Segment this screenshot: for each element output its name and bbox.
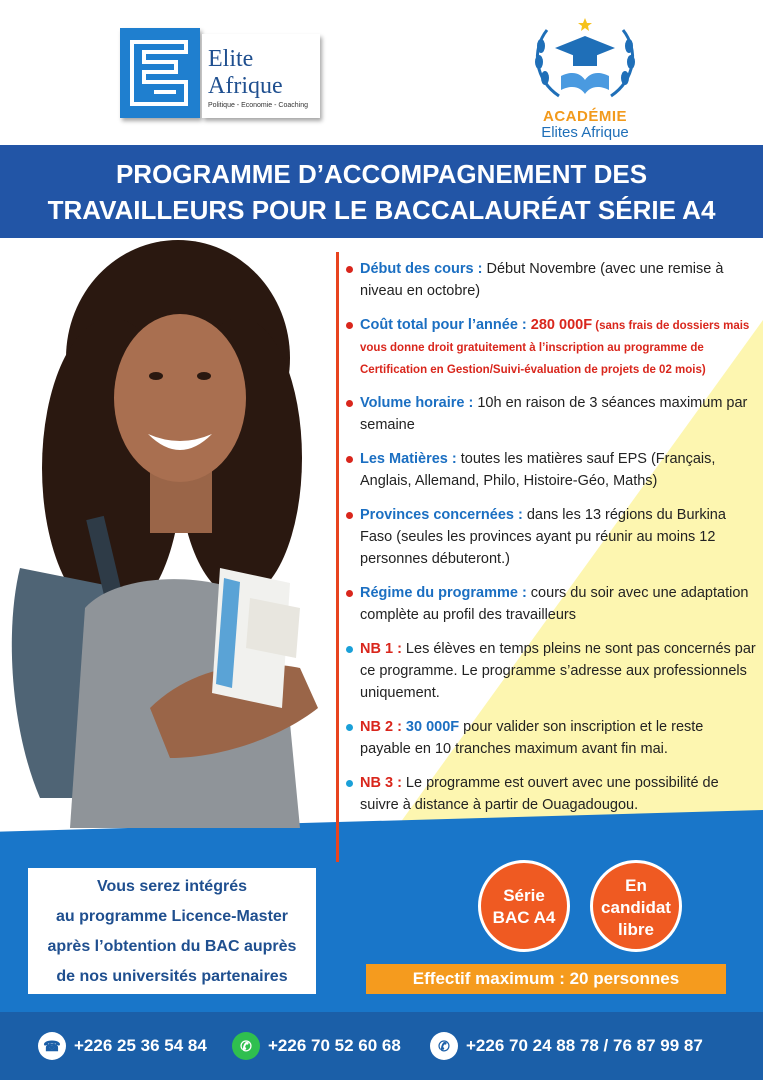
whatsapp-icon: ✆ [232,1032,260,1060]
program-info-list [346,258,758,828]
elites-afrique-label: Elites Afrique [541,124,629,141]
integration-line-4: de nos universités partenaires [56,968,288,985]
integration-box [28,868,316,994]
serie-badge: Série BAC A4 [478,860,570,952]
candidat-libre-badge: En candidat libre [590,860,682,952]
bullet-icon [346,590,353,597]
logo-name: Elite Afrique [208,46,283,99]
list-item-debut: Début des cours : Début Novembre (avec une remise à niveau en octobre) [346,258,758,302]
phone-call-icon: ✆ [430,1032,458,1060]
integration-line-1: Vous serez intégrés [97,878,247,895]
student-photo [0,238,340,828]
bullet-icon [346,266,353,273]
academie-label: ACADÉMIE [542,108,627,125]
graduation-cap-icon [525,10,645,108]
integration-line-3: après l’obtention du BAC auprès [47,938,297,955]
bullet-icon [346,780,353,787]
bullet-icon [346,646,353,653]
effectif-banner: Effectif maximum : 20 personnes [366,964,726,994]
integration-line-2: au programme Licence-Master [55,908,289,925]
telephone-icon: ☎ [38,1032,66,1060]
logo-maze-icon [120,28,200,118]
logo-tagline: Politique - Economie - Coaching [208,102,308,109]
bullet-icon [346,724,353,731]
bullet-icon [346,456,353,463]
academie-logo [525,10,645,140]
footer-phone[interactable]: ☎ +226 25 36 54 84 [38,1030,207,1062]
list-item-nb2: NB 2 : 30 000F pour valider son inscription et le reste payable en 10 tranches maximum avant fin mai. [346,716,758,760]
title-band [0,145,763,238]
logo-text-card [202,34,320,118]
list-item-provinces: Provinces concernées : dans les 13 régions du Burkina Faso (seules les provinces ayant pu réunir au moins 12 personnes débuteront.) [346,504,758,570]
bullet-icon [346,512,353,519]
list-item-cout: Coût total pour l’année : 280 000F (sans frais de dossiers mais vous donne droit gratuitement à l’inscription au programme de Certification en Gestion/Suivi-évaluation de projets de 02 mois) [346,314,758,380]
list-item-nb3: NB 3 : Le programme est ouvert avec une possibilité de suivre à distance à partir de Ouagadougou. [346,772,758,816]
list-item-regime: Régime du programme : cours du soir avec une adaptation complète au profil des travailleurs [346,582,758,626]
footer-mobile[interactable]: ✆ +226 70 24 88 78 / 76 87 99 87 [430,1030,703,1062]
list-item-volume: Volume horaire : 10h en raison de 3 séances maximum par semaine [346,392,758,436]
list-item-matieres: Les Matières : toutes les matières sauf EPS (Français, Anglais, Allemand, Philo, Histoire-Géo, Maths) [346,448,758,492]
footer-whatsapp[interactable]: ✆ +226 70 52 60 68 [232,1030,401,1062]
title-line-1: PROGRAMME D’ACCOMPAGNEMENT DES [115,159,648,189]
orange-divider-line [336,252,339,862]
elite-afrique-logo [120,28,320,118]
title-line-2: TRAVAILLEURS POUR LE BACCALAURÉAT SÉRIE A4 [47,195,716,225]
list-item-nb1: NB 1 : Les élèves en temps pleins ne sont pas concernés par ce programme. Le programme s’adresse aux professionnels uniquement. [346,638,758,704]
bullet-icon [346,400,353,407]
bullet-icon [346,322,353,329]
